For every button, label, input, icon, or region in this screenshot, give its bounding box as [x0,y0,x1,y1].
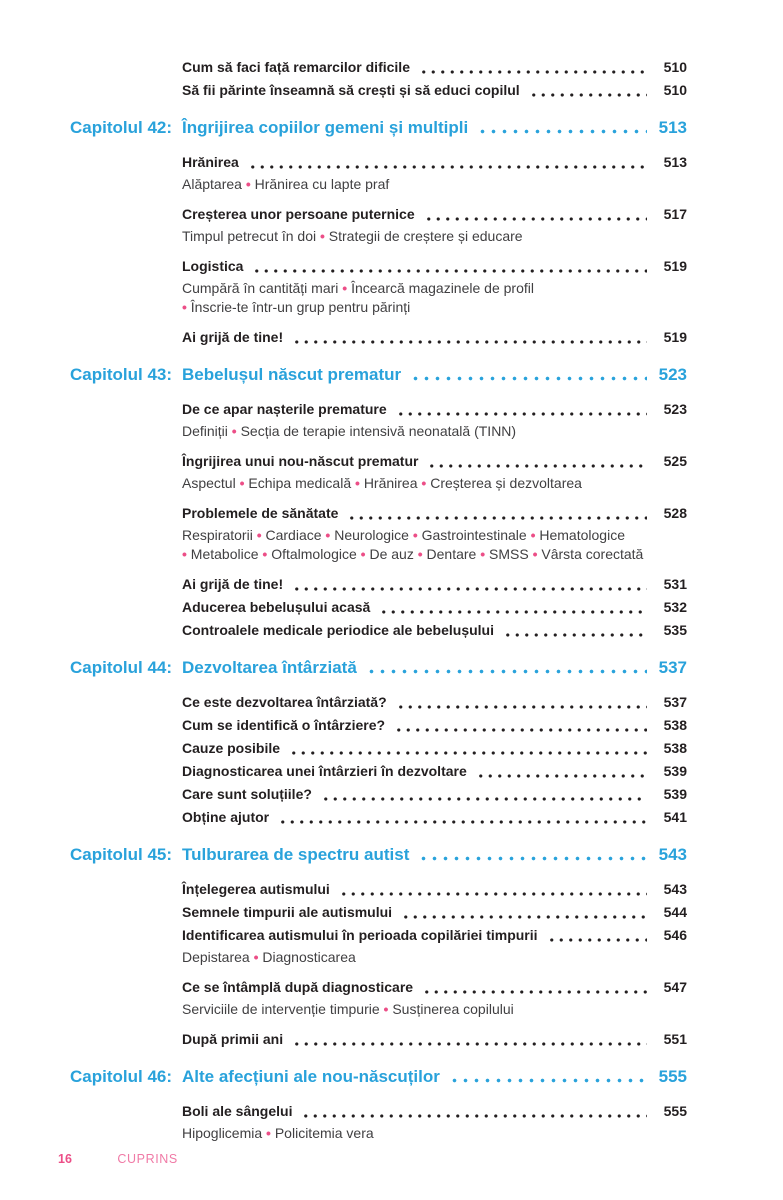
bullet-separator: • [360,546,366,562]
subtopic [232,422,516,441]
subtopic [182,1000,380,1019]
entry-title-row [182,450,687,473]
entry-subtopics [182,422,682,441]
subtopic-label: Înscrie-te într-un grup pentru părinți [190,299,411,315]
subtopic-label: Depistarea [182,949,250,965]
dot-leader [290,1028,647,1051]
subtopic [182,1124,262,1143]
chapter-page-number: 543 [658,845,687,864]
entry-page-number: 547 [663,979,687,995]
subtopic [182,474,236,493]
chapter-title: Tulburarea de spectru autist [182,845,410,864]
entry-title-row [182,398,687,421]
toc-entry [182,976,687,1019]
subtopic [182,526,253,545]
toc-entry [182,760,687,783]
subtopic-label: Creșterea și dezvoltarea [430,475,582,491]
toc-entry [182,151,687,194]
entry-title-row [182,1100,687,1123]
entry-title-row [182,760,687,783]
bullet-separator: • [262,546,268,562]
bullet-separator: • [266,1125,271,1141]
subtopic-label: Vârsta corectată [541,546,644,562]
toc-entry [182,450,687,493]
subtopic-label: Alăptarea [182,176,242,192]
chapter-title: Bebelușul născut prematur [182,365,402,384]
subtopic-label: Hrănirea cu lapte praf [254,176,390,192]
dot-leader [420,976,647,999]
chapter-heading [70,362,687,387]
entry-title: Să fii părinte înseamnă să crești și să educi copilul [182,82,520,98]
chapter-title: Alte afecțiuni ale nou-născuților [182,1067,440,1086]
subtopic-label: Policitemia vera [274,1125,374,1141]
bullet-separator: • [532,546,538,562]
subtopic-label: Strategii de creștere și educare [328,228,523,244]
entry-page-number: 539 [663,786,687,802]
entry-title: Boli ale sângelui [182,1103,293,1119]
dot-leader [425,450,647,473]
dot-leader [345,502,647,525]
dot-leader [290,326,647,349]
subtopic-label: Cardiace [265,527,322,543]
bullet-separator: • [325,527,331,543]
toc-entry [182,737,687,760]
entry-page-number: 510 [663,82,687,98]
entry-page-number: 519 [663,329,687,345]
dot-leader [408,362,647,387]
subtopic-label: Hrănirea [363,475,418,491]
subtopic-label: Timpul petrecut în doi [182,228,317,244]
entry-subtopics [182,279,682,317]
bullet-separator: • [245,176,251,192]
dot-leader [474,760,647,783]
toc-entry [182,255,687,317]
entry-title-row [182,79,687,102]
toc-entry [182,79,687,102]
chapter-label: Capitolul 44: [70,658,173,677]
entry-page-number: 538 [663,717,687,733]
subtopic [418,545,477,564]
subtopic [182,422,228,441]
bullet-separator: • [231,423,237,439]
dot-leader [319,783,647,806]
toc-entry [182,326,687,349]
entry-title-row [182,151,687,174]
dot-leader [287,737,647,760]
subtopic [531,526,625,545]
bullet-separator: • [480,546,486,562]
entry-page-number: 541 [663,809,687,825]
entry-title: Obține ajutor [182,809,270,825]
entry-title: Ai grijă de tine! [182,329,284,345]
entry-title: Cauze posibile [182,740,281,756]
entry-title: Identificarea autismului în perioada copilăriei timpurii [182,927,538,943]
subtopic [182,948,250,967]
chapter-heading [70,1064,687,1089]
toc-entry [182,619,687,642]
entry-title-row [182,56,687,79]
chapter-title: Îngrijirea copiilor gemeni și multipli [182,118,469,137]
subtopic [384,1000,514,1019]
entry-page-number: 513 [663,154,687,170]
entry-title-row [182,691,687,714]
subtopic [533,545,644,564]
chapter-page-number: 555 [658,1067,687,1086]
subtopic [254,948,356,967]
toc-entry [182,714,687,737]
subtopic-label: De auz [369,546,414,562]
dot-leader [422,203,647,226]
chapter-page-number: 513 [658,118,687,137]
entry-subtopics [182,1000,682,1019]
entry-page-number: 546 [663,927,687,943]
subtopic [421,474,582,493]
dot-leader [394,691,647,714]
entry-title: Semnele timpurii ale autismului [182,904,393,920]
chapter-title: Dezvoltarea întârziată [182,658,357,677]
dot-leader [250,255,647,278]
dot-leader [290,573,647,596]
entry-page-number: 525 [663,453,687,469]
entry-title: Cum se identifică o întârziere? [182,717,386,733]
entry-title: De ce apar nașterile premature [182,401,387,417]
entry-page-number: 531 [663,576,687,592]
entry-title-row [182,573,687,596]
entry-title-row [182,878,687,901]
subtopic-label: Hematologice [539,527,625,543]
entry-subtopics [182,1124,682,1143]
subtopic [320,227,523,246]
footer-page-number: 16 [58,1152,72,1166]
entry-title: Creșterea unor persoane puternice [182,206,415,222]
bullet-separator: • [421,475,427,491]
bullet-separator: • [355,475,360,491]
entry-title-row [182,783,687,806]
subtopic [325,526,409,545]
entry-title-row [182,737,687,760]
subtopic [262,545,356,564]
footer-section-label: CUPRINS [117,1152,178,1166]
subtopic [342,279,534,298]
subtopic [182,545,259,564]
entry-page-number: 510 [663,59,687,75]
chapter-heading [70,655,687,680]
bullet-separator: • [256,527,262,543]
dot-leader [377,596,647,619]
toc-entry [182,806,687,829]
entry-title-row [182,901,687,924]
subtopic-label: Neurologice [334,527,409,543]
subtopic [257,526,322,545]
chapter-label: Capitolul 45: [70,845,173,864]
entry-title-row [182,596,687,619]
entry-page-number: 543 [663,881,687,897]
dot-leader [501,619,647,642]
bullet-separator: • [182,299,187,315]
toc-entry [182,901,687,924]
subtopic-label: Hipoglicemia [182,1125,263,1141]
subtopic-label: Gastrointestinale [421,527,527,543]
bullet-separator: • [342,280,348,296]
subtopic [355,474,418,493]
bullet-separator: • [417,546,423,562]
chapter-label: Capitolul 42: [70,118,173,137]
subtopic-label: Oftalmologice [271,546,357,562]
chapter-heading [70,115,687,140]
subtopic-label: Secția de terapie intensivă neonatală (TINN) [240,423,517,439]
toc-entry [182,1100,687,1143]
entry-title-row [182,924,687,947]
entry-title: Problemele de sănătate [182,505,339,521]
dot-leader [417,56,647,79]
entry-title-row [182,502,687,525]
entry-title: Îngrijirea unui nou-născut prematur [182,453,419,469]
page-footer [58,1152,178,1166]
toc-entry [182,596,687,619]
entry-subtopics [182,526,682,564]
subtopic [182,298,410,317]
toc-entry [182,502,687,564]
subtopic-label: Încearcă magazinele de profil [351,280,534,296]
entry-title-row [182,714,687,737]
subtopic-label: Aspectul [182,475,236,491]
dot-leader [299,1100,647,1123]
subtopic [182,175,242,194]
subtopic-label: Respiratorii [182,527,253,543]
entry-page-number: 555 [663,1103,687,1119]
dot-leader [392,714,647,737]
subtopic [480,545,528,564]
entry-title: După primii ani [182,1031,284,1047]
entry-subtopics [182,948,682,967]
entry-page-number: 539 [663,763,687,779]
toc-entry [182,783,687,806]
subtopic [361,545,414,564]
entry-page-number: 535 [663,622,687,638]
subtopic-label: Definiții [182,423,228,439]
entry-title-row [182,976,687,999]
entry-title: Ai grijă de tine! [182,576,284,592]
entry-title-row [182,326,687,349]
subtopic-label: Cumpără în cantități mari [182,280,339,296]
bullet-separator: • [412,527,418,543]
entry-page-number: 532 [663,599,687,615]
toc-entry [182,691,687,714]
subtopic [266,1124,374,1143]
dot-leader [416,842,647,867]
subtopic [182,227,316,246]
entry-page-number: 523 [663,401,687,417]
entry-title-row [182,255,687,278]
toc-entry [182,56,687,79]
entry-title: Cum să faci față remarcilor dificile [182,59,410,75]
entry-title-row [182,806,687,829]
toc-entry [182,573,687,596]
toc-content [70,56,687,1152]
dot-leader [399,901,647,924]
bullet-separator: • [182,546,187,562]
entry-title: Controalele medicale periodice ale bebelușului [182,622,494,638]
toc-entry [182,398,687,441]
bullet-separator: • [530,527,536,543]
entry-page-number: 537 [663,694,687,710]
subtopic [413,526,527,545]
bullet-separator: • [320,228,325,244]
entry-page-number: 538 [663,740,687,756]
subtopic-label: Susținerea copilului [392,1001,514,1017]
dot-leader [394,398,647,421]
subtopic-label: Metabolice [190,546,259,562]
dot-leader [527,79,647,102]
entry-page-number: 528 [663,505,687,521]
toc-entry [182,203,687,246]
entry-subtopics [182,227,682,246]
bullet-separator: • [239,475,245,491]
entry-title: Aducerea bebelușului acasă [182,599,371,615]
dot-leader [246,151,647,174]
entry-title-row [182,203,687,226]
dot-leader [545,924,647,947]
bullet-separator: • [253,949,259,965]
entry-page-number: 519 [663,258,687,274]
subtopic-label: Echipa medicală [248,475,352,491]
entry-title: Hrănirea [182,154,239,170]
entry-title: Logistica [182,258,244,274]
toc-entry [182,1028,687,1051]
entry-page-number: 544 [663,904,687,920]
chapter-heading [70,842,687,867]
bullet-separator: • [383,1001,389,1017]
subtopic [246,175,389,194]
entry-subtopics [182,474,682,493]
entry-title: Ce este dezvoltarea întârziată? [182,694,387,710]
entry-title: Diagnosticarea unei întârzieri în dezvoltare [182,763,467,779]
subtopic-label: Dentare [426,546,477,562]
entry-page-number: 551 [663,1031,687,1047]
chapter-label: Capitolul 46: [70,1067,173,1086]
entry-title: Care sunt soluțiile? [182,786,312,802]
subtopic-label: SMSS [489,546,529,562]
dot-leader [447,1064,647,1089]
entry-subtopics [182,175,682,194]
chapter-label: Capitolul 43: [70,365,173,384]
entry-title: Înțelegerea autismului [182,881,330,897]
entry-title-row [182,1028,687,1051]
dot-leader [364,655,647,680]
chapter-page-number: 537 [658,658,687,677]
dot-leader [337,878,647,901]
dot-leader [276,806,647,829]
subtopic [182,279,338,298]
toc-entry [182,924,687,967]
chapter-page-number: 523 [658,365,687,384]
entry-page-number: 517 [663,206,687,222]
subtopic-label: Diagnosticarea [262,949,356,965]
toc-entry [182,878,687,901]
subtopic-label: Serviciile de intervenție timpurie [182,1001,380,1017]
entry-title: Ce se întâmplă după diagnosticare [182,979,414,995]
subtopic [240,474,352,493]
dot-leader [475,115,647,140]
entry-title-row [182,619,687,642]
